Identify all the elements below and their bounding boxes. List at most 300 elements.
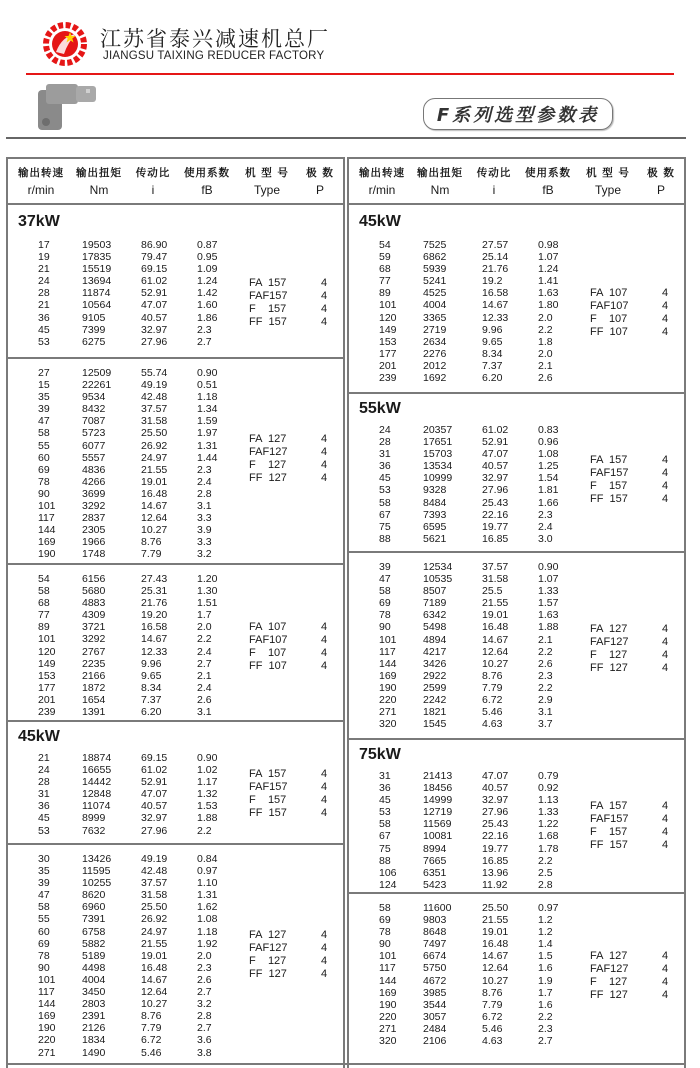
model-type-list bbox=[590, 287, 680, 339]
model-type-row bbox=[249, 660, 339, 673]
output-speed-cell: 54 bbox=[38, 573, 50, 585]
model-type-name: FAF157 bbox=[590, 813, 629, 825]
service-factor-cell: 0.84 bbox=[197, 853, 218, 865]
output-speed-cell: 36 bbox=[38, 311, 50, 324]
ratio-cell: 12.64 bbox=[141, 512, 168, 525]
service-factor-cell: 2.6 bbox=[538, 657, 553, 670]
output-speed-cell: 15 bbox=[38, 379, 50, 392]
output-torque-cell: 2922 bbox=[423, 669, 447, 682]
ratio-cell: 8.76 bbox=[482, 986, 503, 999]
service-factor-cell: 1.17 bbox=[197, 776, 218, 789]
output-torque-cell: 6758 bbox=[82, 925, 106, 938]
pole-count: 4 bbox=[662, 300, 669, 312]
column-header-torque-en: Nm bbox=[89, 183, 109, 197]
service-factor-cell: 1.07 bbox=[538, 573, 559, 586]
service-factor-cell: 2.0 bbox=[538, 347, 553, 360]
model-type-row bbox=[249, 768, 339, 781]
model-type-name: F 127 bbox=[249, 955, 287, 967]
service-factor-cell: 2.2 bbox=[197, 633, 212, 646]
ratio-cell: 27.57 bbox=[482, 239, 509, 251]
output-speed-cell: 90 bbox=[38, 961, 50, 974]
model-type-name: FA 127 bbox=[249, 433, 287, 445]
output-speed-cell: 201 bbox=[379, 359, 397, 372]
model-type-name: FA 157 bbox=[590, 800, 628, 812]
ratio-cell: 24.97 bbox=[141, 451, 168, 464]
output-speed-cell: 31 bbox=[38, 788, 50, 801]
column-header-rpm-cn: 输出转速 bbox=[18, 167, 64, 179]
output-torque-cell: 6862 bbox=[423, 251, 447, 264]
output-torque-cell: 5621 bbox=[423, 532, 447, 545]
ratio-cell: 31.58 bbox=[141, 415, 168, 428]
ratio-cell: 14.67 bbox=[482, 950, 509, 963]
ratio-cell: 61.02 bbox=[141, 764, 168, 777]
ratio-cell: 52.91 bbox=[141, 287, 168, 300]
model-type-name: F 107 bbox=[249, 647, 287, 659]
model-type-name: FA 157 bbox=[249, 277, 287, 289]
ratio-cell: 42.48 bbox=[141, 391, 168, 404]
service-factor-cell: 1.68 bbox=[538, 830, 559, 843]
service-factor-cell: 1.66 bbox=[538, 496, 559, 509]
model-type-name: FAF107 bbox=[590, 300, 629, 312]
output-speed-cell: 58 bbox=[38, 427, 50, 440]
output-speed-cell: 68 bbox=[379, 263, 391, 276]
service-factor-cell: 2.3 bbox=[197, 463, 212, 476]
column-header-poles-en: P bbox=[315, 183, 324, 197]
model-type-list bbox=[249, 433, 339, 485]
service-factor-cell: 1.31 bbox=[197, 889, 218, 902]
service-factor-cell: 1.88 bbox=[197, 812, 218, 825]
ratio-cell: 13.96 bbox=[482, 866, 509, 879]
ratio-cell: 16.58 bbox=[141, 621, 168, 634]
output-speed-cell: 153 bbox=[38, 669, 56, 682]
output-torque-cell: 15519 bbox=[82, 263, 112, 276]
service-factor-cell: 3.8 bbox=[197, 1046, 212, 1059]
pole-count: 4 bbox=[662, 826, 669, 838]
ratio-cell: 26.92 bbox=[141, 913, 168, 926]
model-type-list bbox=[590, 950, 680, 1002]
ratio-cell: 16.85 bbox=[482, 532, 509, 545]
service-factor-cell: 3.7 bbox=[538, 718, 553, 731]
output-torque-cell: 4836 bbox=[82, 463, 106, 476]
output-torque-cell: 1872 bbox=[82, 681, 106, 694]
output-torque-cell: 9328 bbox=[423, 484, 447, 497]
output-speed-cell: 101 bbox=[38, 633, 56, 646]
model-type-name: F 157 bbox=[249, 794, 287, 806]
ratio-cell: 27.96 bbox=[482, 806, 509, 819]
output-torque-cell: 1748 bbox=[82, 548, 106, 561]
service-factor-cell: 2.8 bbox=[197, 1010, 212, 1023]
ratio-cell: 12.33 bbox=[141, 645, 168, 658]
pole-count: 4 bbox=[662, 480, 669, 492]
output-torque-cell: 2305 bbox=[82, 524, 106, 537]
ratio-cell: 22.16 bbox=[482, 830, 509, 843]
pole-count: 4 bbox=[662, 989, 669, 1001]
ratio-cell: 40.57 bbox=[482, 460, 509, 473]
output-torque-cell: 1692 bbox=[423, 372, 447, 385]
column-header-fs-en: fB bbox=[201, 183, 213, 197]
service-factor-cell: 2.7 bbox=[538, 1035, 553, 1048]
ratio-cell: 5.46 bbox=[482, 706, 503, 719]
model-type-name: FF 157 bbox=[590, 493, 628, 505]
ratio-cell: 12.33 bbox=[482, 311, 509, 324]
output-torque-cell: 13694 bbox=[82, 275, 112, 288]
output-speed-cell: 39 bbox=[379, 561, 391, 573]
pole-count: 4 bbox=[321, 807, 328, 819]
output-speed-cell: 58 bbox=[379, 585, 391, 598]
ratio-cell: 69.15 bbox=[141, 263, 168, 276]
service-factor-cell: 1.33 bbox=[538, 585, 559, 598]
ratio-cell: 10.27 bbox=[141, 998, 168, 1011]
service-factor-cell: 0.98 bbox=[538, 239, 559, 251]
ratio-cell: 21.76 bbox=[141, 597, 168, 610]
model-type-name: FAF127 bbox=[249, 942, 288, 954]
service-factor-cell: 2.2 bbox=[197, 824, 212, 837]
output-torque-cell: 8432 bbox=[82, 403, 106, 416]
pole-count: 4 bbox=[662, 839, 669, 851]
ratio-cell: 10.27 bbox=[482, 974, 509, 987]
output-torque-cell: 4004 bbox=[423, 299, 447, 312]
service-factor-cell: 2.7 bbox=[197, 986, 212, 999]
ratio-cell: 52.91 bbox=[141, 776, 168, 789]
service-factor-cell: 1.88 bbox=[538, 621, 559, 634]
service-factor-cell: 1.63 bbox=[538, 609, 559, 622]
ratio-cell: 9.65 bbox=[482, 335, 503, 348]
output-speed-cell: 39 bbox=[38, 877, 50, 890]
pole-count: 4 bbox=[321, 794, 328, 806]
output-speed-cell: 149 bbox=[38, 657, 56, 670]
service-factor-cell: 2.2 bbox=[538, 681, 553, 694]
output-torque-cell: 3544 bbox=[423, 998, 447, 1011]
model-type-list bbox=[590, 800, 680, 852]
ratio-cell: 6.72 bbox=[482, 1010, 503, 1023]
right-table-panel bbox=[347, 157, 686, 1068]
service-factor-cell: 2.3 bbox=[538, 669, 553, 682]
header-divider bbox=[26, 73, 674, 75]
service-factor-cell: 2.6 bbox=[197, 693, 212, 706]
service-factor-cell: 1.24 bbox=[197, 275, 218, 288]
ratio-cell: 12.64 bbox=[141, 986, 168, 999]
pole-count: 4 bbox=[321, 968, 328, 980]
output-speed-cell: 101 bbox=[379, 950, 397, 963]
ratio-cell: 8.34 bbox=[141, 681, 162, 694]
ratio-cell: 40.57 bbox=[482, 782, 509, 795]
service-factor-cell: 1.92 bbox=[197, 937, 218, 950]
service-factor-cell: 0.83 bbox=[538, 424, 559, 436]
service-factor-cell: 1.5 bbox=[538, 950, 553, 963]
output-torque-cell: 3426 bbox=[423, 657, 447, 670]
output-speed-cell: 39 bbox=[38, 403, 50, 416]
model-type-name: FAF127 bbox=[590, 963, 629, 975]
service-factor-cell: 2.4 bbox=[538, 520, 553, 533]
service-factor-cell: 3.3 bbox=[197, 512, 212, 525]
ratio-cell: 47.07 bbox=[141, 788, 168, 801]
output-speed-cell: 53 bbox=[38, 335, 50, 348]
output-speed-cell: 101 bbox=[38, 973, 56, 986]
power-block bbox=[349, 553, 684, 740]
output-torque-cell: 10535 bbox=[423, 573, 453, 586]
pole-count: 4 bbox=[662, 467, 669, 479]
service-factor-cell: 1.30 bbox=[197, 585, 218, 598]
ratio-cell: 21.55 bbox=[482, 597, 509, 610]
output-speed-cell: 68 bbox=[38, 597, 50, 610]
ratio-cell: 8.34 bbox=[482, 347, 503, 360]
pole-count: 4 bbox=[321, 781, 328, 793]
output-torque-cell: 20357 bbox=[423, 424, 453, 436]
output-speed-cell: 30 bbox=[38, 853, 50, 865]
pole-count: 4 bbox=[321, 660, 328, 672]
model-type-name: F 157 bbox=[249, 303, 287, 315]
model-type-name: FF 127 bbox=[249, 968, 287, 980]
output-torque-cell: 22261 bbox=[82, 379, 112, 392]
ratio-cell: 9.65 bbox=[141, 669, 162, 682]
output-torque-cell: 12848 bbox=[82, 788, 112, 801]
ratio-cell: 42.48 bbox=[141, 865, 168, 878]
service-factor-cell: 3.3 bbox=[197, 536, 212, 549]
service-factor-cell: 1.57 bbox=[538, 597, 559, 610]
power-rating-label: 75kW bbox=[359, 746, 401, 763]
service-factor-cell: 1.2 bbox=[538, 926, 553, 939]
model-type-name: FF 157 bbox=[590, 839, 628, 851]
output-torque-cell: 10999 bbox=[423, 472, 453, 485]
ratio-cell: 6.72 bbox=[141, 1034, 162, 1047]
ratio-cell: 25.50 bbox=[141, 427, 168, 440]
model-type-list bbox=[590, 623, 680, 675]
output-torque-cell: 11074 bbox=[82, 800, 111, 813]
output-torque-cell: 13426 bbox=[82, 853, 112, 865]
output-speed-cell: 58 bbox=[38, 901, 50, 914]
output-torque-cell: 3721 bbox=[82, 621, 106, 634]
ratio-cell: 8.76 bbox=[482, 669, 503, 682]
ratio-cell: 21.55 bbox=[141, 463, 168, 476]
output-torque-cell: 5423 bbox=[423, 878, 447, 891]
service-factor-cell: 1.22 bbox=[538, 818, 559, 831]
ratio-cell: 52.91 bbox=[482, 436, 509, 449]
table-bottom-border bbox=[6, 1063, 686, 1065]
output-torque-cell: 2012 bbox=[423, 359, 447, 372]
service-factor-cell: 2.8 bbox=[197, 487, 212, 500]
service-factor-cell: 2.0 bbox=[538, 311, 553, 324]
table-header bbox=[349, 159, 684, 205]
output-torque-cell: 4883 bbox=[82, 597, 106, 610]
model-type-row bbox=[590, 839, 680, 852]
model-type-row bbox=[249, 955, 339, 968]
service-factor-cell: 1.34 bbox=[197, 403, 218, 416]
service-factor-cell: 1.42 bbox=[197, 287, 218, 300]
output-torque-cell: 10255 bbox=[82, 877, 112, 890]
pole-count: 4 bbox=[662, 454, 669, 466]
output-speed-cell: 19 bbox=[38, 251, 50, 264]
ratio-cell: 10.27 bbox=[482, 657, 509, 670]
output-torque-cell: 21413 bbox=[423, 770, 453, 782]
output-speed-cell: 17 bbox=[38, 239, 50, 251]
service-factor-cell: 0.51 bbox=[197, 379, 218, 392]
ratio-cell: 19.77 bbox=[482, 842, 509, 855]
output-speed-cell: 220 bbox=[379, 1010, 397, 1023]
ratio-cell: 14.67 bbox=[141, 500, 168, 513]
output-torque-cell: 12719 bbox=[423, 806, 453, 819]
output-speed-cell: 58 bbox=[379, 902, 391, 914]
column-header-ratio-cn: 传动比 bbox=[135, 167, 171, 179]
output-torque-cell: 3450 bbox=[82, 986, 106, 999]
ratio-cell: 25.14 bbox=[482, 251, 509, 264]
output-torque-cell: 9803 bbox=[423, 914, 447, 927]
service-factor-cell: 1.13 bbox=[538, 794, 559, 807]
pole-count: 4 bbox=[321, 433, 328, 445]
service-factor-cell: 1.51 bbox=[197, 597, 218, 610]
service-factor-cell: 1.02 bbox=[197, 764, 218, 777]
output-speed-cell: 60 bbox=[38, 925, 50, 938]
output-torque-cell: 18456 bbox=[423, 782, 453, 795]
ratio-cell: 16.58 bbox=[482, 287, 509, 300]
output-torque-cell: 7665 bbox=[423, 854, 447, 867]
output-speed-cell: 144 bbox=[38, 998, 56, 1011]
output-speed-cell: 24 bbox=[38, 275, 50, 288]
column-header-fs-cn: 使用系数 bbox=[525, 167, 571, 179]
output-speed-cell: 120 bbox=[38, 645, 56, 658]
model-type-name: F 107 bbox=[590, 313, 628, 325]
power-rating-label: 45kW bbox=[18, 728, 60, 745]
output-speed-cell: 177 bbox=[38, 681, 56, 694]
service-factor-cell: 3.0 bbox=[538, 532, 553, 545]
model-type-row bbox=[590, 800, 680, 813]
output-torque-cell: 5189 bbox=[82, 949, 106, 962]
output-speed-cell: 45 bbox=[38, 812, 50, 825]
ratio-cell: 8.76 bbox=[141, 536, 162, 549]
output-torque-cell: 4672 bbox=[423, 974, 447, 987]
ratio-cell: 19.01 bbox=[482, 926, 509, 939]
output-speed-cell: 78 bbox=[38, 949, 50, 962]
service-factor-cell: 3.2 bbox=[197, 998, 212, 1011]
ratio-cell: 16.48 bbox=[141, 961, 168, 974]
output-speed-cell: 58 bbox=[379, 496, 391, 509]
output-speed-cell: 149 bbox=[379, 323, 397, 336]
power-rating-label: 37kW bbox=[18, 213, 60, 230]
service-factor-cell: 2.1 bbox=[538, 359, 553, 372]
service-factor-cell: 1.2 bbox=[538, 914, 553, 927]
model-type-row bbox=[590, 649, 680, 662]
output-speed-cell: 239 bbox=[38, 706, 56, 719]
ratio-cell: 9.96 bbox=[141, 657, 162, 670]
output-speed-cell: 89 bbox=[38, 621, 50, 634]
service-factor-cell: 1.31 bbox=[197, 439, 218, 452]
output-torque-cell: 10081 bbox=[423, 830, 453, 843]
output-torque-cell: 1545 bbox=[423, 718, 447, 731]
output-torque-cell: 5882 bbox=[82, 937, 106, 950]
service-factor-cell: 2.7 bbox=[197, 657, 212, 670]
column-header-fs-cn: 使用系数 bbox=[184, 167, 230, 179]
ratio-cell: 19.20 bbox=[141, 609, 168, 622]
output-speed-cell: 35 bbox=[38, 391, 50, 404]
model-type-name: F 127 bbox=[249, 459, 287, 471]
model-type-name: FAF157 bbox=[249, 781, 288, 793]
column-header-ratio-en: i bbox=[151, 183, 155, 197]
output-torque-cell: 9534 bbox=[82, 391, 106, 404]
model-type-row bbox=[249, 634, 339, 647]
model-type-row bbox=[590, 467, 680, 480]
output-speed-cell: 36 bbox=[379, 782, 391, 795]
output-torque-cell: 2837 bbox=[82, 512, 106, 525]
service-factor-cell: 2.2 bbox=[538, 645, 553, 658]
output-speed-cell: 31 bbox=[379, 770, 391, 782]
model-type-list bbox=[249, 768, 339, 820]
ratio-cell: 27.96 bbox=[141, 335, 168, 348]
service-factor-cell: 0.97 bbox=[538, 902, 559, 914]
model-type-row bbox=[249, 807, 339, 820]
output-torque-cell: 11595 bbox=[82, 865, 111, 878]
ratio-cell: 8.76 bbox=[141, 1010, 162, 1023]
service-factor-cell: 2.2 bbox=[538, 1010, 553, 1023]
model-type-row bbox=[590, 493, 680, 506]
model-type-row bbox=[590, 636, 680, 649]
service-factor-cell: 1.08 bbox=[197, 913, 218, 926]
output-speed-cell: 75 bbox=[379, 520, 391, 533]
output-speed-cell: 45 bbox=[38, 323, 50, 336]
output-torque-cell: 7087 bbox=[82, 415, 106, 428]
output-speed-cell: 106 bbox=[379, 866, 397, 879]
pole-count: 4 bbox=[321, 634, 328, 646]
output-torque-cell: 15703 bbox=[423, 448, 453, 461]
service-factor-cell: 0.90 bbox=[197, 367, 218, 379]
ratio-cell: 14.67 bbox=[141, 973, 168, 986]
output-speed-cell: 144 bbox=[379, 974, 397, 987]
output-speed-cell: 220 bbox=[38, 1034, 56, 1047]
output-speed-cell: 78 bbox=[38, 475, 50, 488]
model-type-name: FA 107 bbox=[590, 287, 628, 299]
output-torque-cell: 7525 bbox=[423, 239, 447, 251]
pole-count: 4 bbox=[321, 459, 328, 471]
column-header-torque-cn: 输出扭矩 bbox=[417, 167, 463, 179]
service-factor-cell: 1.78 bbox=[538, 842, 559, 855]
service-factor-cell: 1.33 bbox=[538, 806, 559, 819]
output-torque-cell: 8648 bbox=[423, 926, 447, 939]
output-torque-cell: 14442 bbox=[82, 776, 112, 789]
pole-count: 4 bbox=[321, 277, 328, 289]
service-factor-cell: 1.97 bbox=[197, 427, 218, 440]
output-speed-cell: 90 bbox=[379, 938, 391, 951]
power-block bbox=[8, 565, 343, 722]
output-speed-cell: 53 bbox=[379, 806, 391, 819]
model-type-row bbox=[249, 942, 339, 955]
output-torque-cell: 6275 bbox=[82, 335, 106, 348]
ratio-cell: 49.19 bbox=[141, 853, 168, 865]
model-type-list bbox=[249, 621, 339, 673]
model-type-row bbox=[590, 480, 680, 493]
service-factor-cell: 1.53 bbox=[197, 800, 218, 813]
output-torque-cell: 4525 bbox=[423, 287, 447, 300]
output-speed-cell: 45 bbox=[379, 472, 391, 485]
ratio-cell: 25.31 bbox=[141, 585, 168, 598]
output-torque-cell: 4894 bbox=[423, 633, 447, 646]
service-factor-cell: 2.1 bbox=[538, 633, 553, 646]
service-factor-cell: 3.9 bbox=[197, 524, 212, 537]
output-speed-cell: 271 bbox=[379, 706, 397, 719]
service-factor-cell: 3.2 bbox=[197, 548, 212, 561]
gear-reducer-image-icon bbox=[32, 80, 102, 134]
service-factor-cell: 3.1 bbox=[197, 706, 212, 719]
ratio-cell: 11.92 bbox=[482, 878, 508, 891]
ratio-cell: 7.79 bbox=[482, 681, 503, 694]
output-speed-cell: 58 bbox=[38, 585, 50, 598]
service-factor-cell: 1.24 bbox=[538, 263, 559, 276]
column-header-type-cn: 机 型 号 bbox=[586, 167, 630, 179]
ratio-cell: 79.47 bbox=[141, 251, 168, 264]
ratio-cell: 5.46 bbox=[482, 1022, 503, 1035]
output-speed-cell: 28 bbox=[38, 776, 50, 789]
model-type-name: FAF127 bbox=[590, 636, 629, 648]
output-torque-cell: 2599 bbox=[423, 681, 447, 694]
power-block bbox=[8, 722, 343, 845]
power-block bbox=[8, 359, 343, 565]
